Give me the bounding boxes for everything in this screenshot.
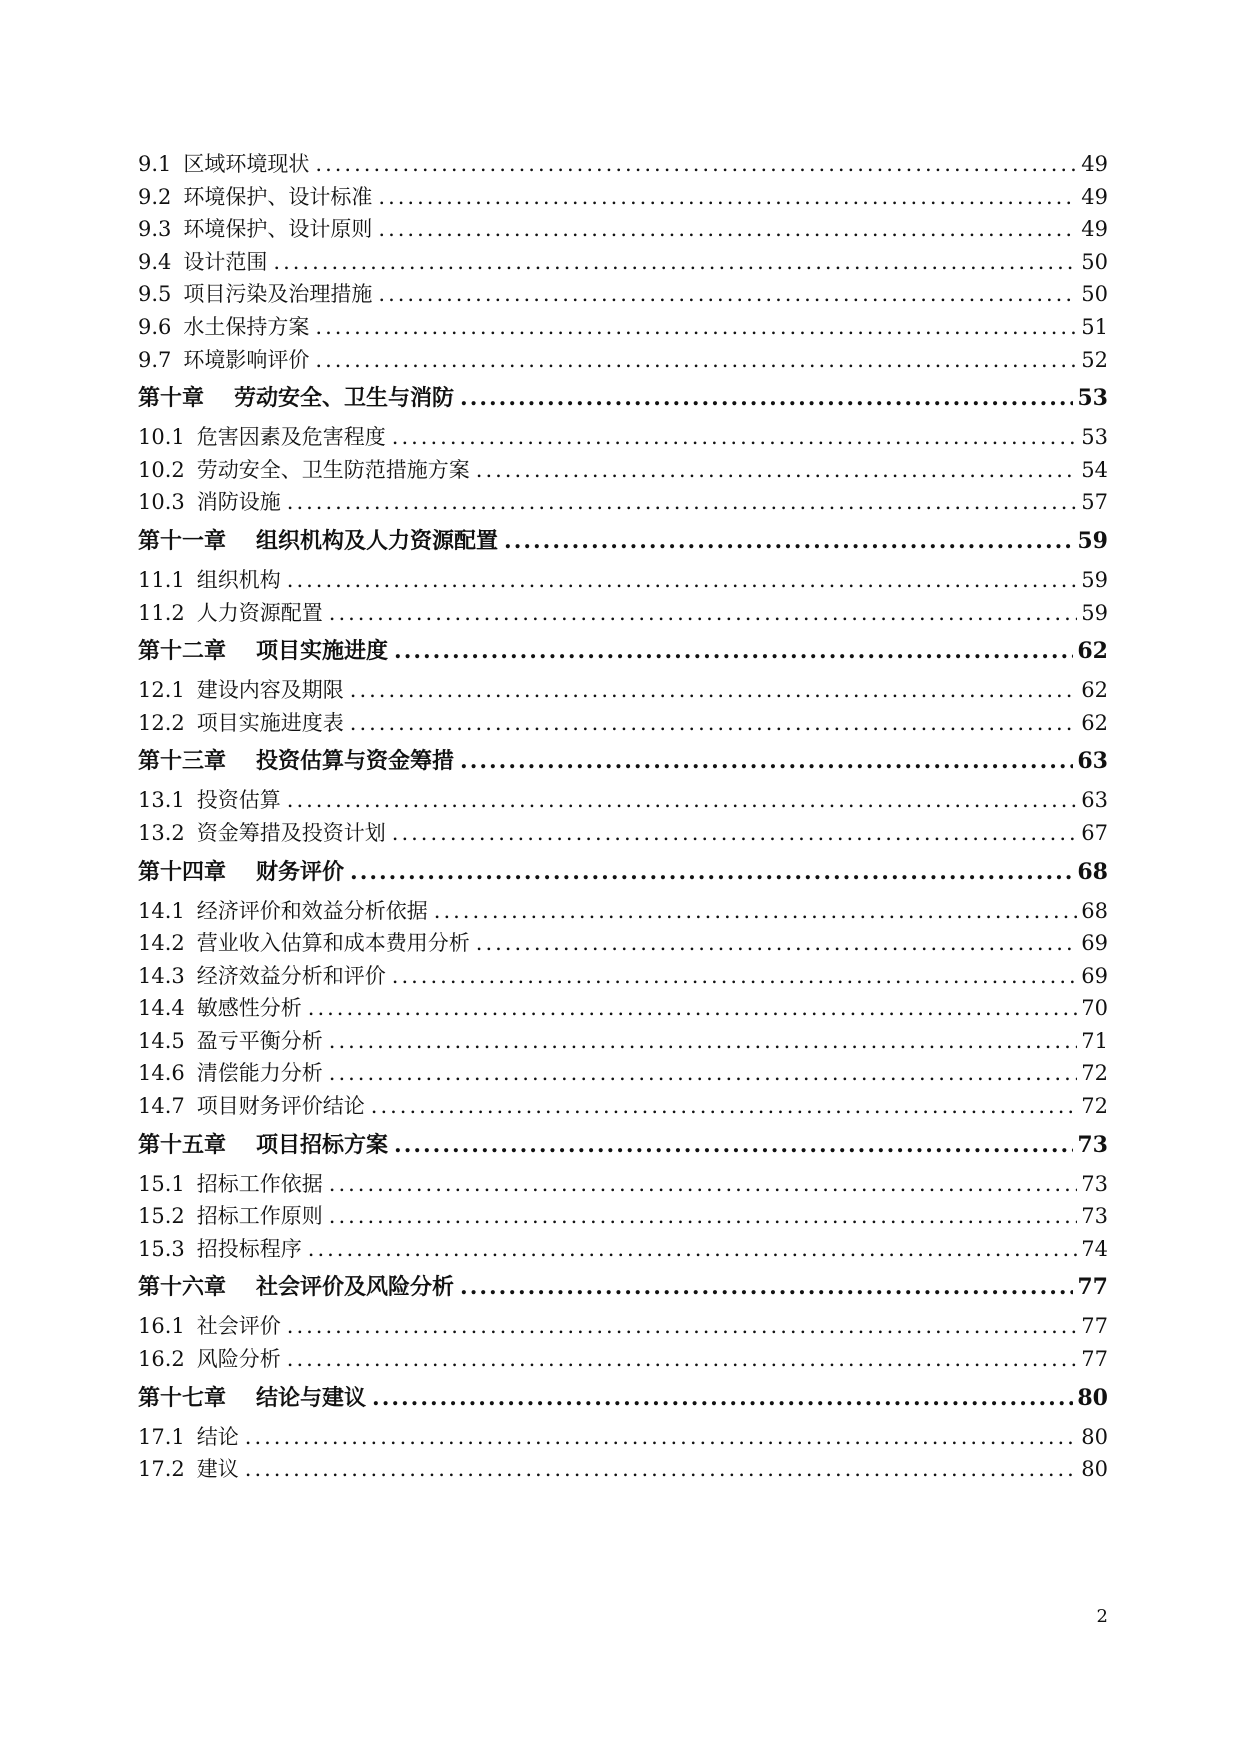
toc-section-entry[interactable] [138, 486, 1108, 519]
toc-leader-dots [315, 148, 1077, 181]
toc-section-entry[interactable] [138, 1057, 1108, 1090]
toc-leader-dots [329, 597, 1078, 630]
toc-entry-page: 67 [1081, 820, 1108, 845]
toc-entry-number: 14.1 [138, 898, 185, 923]
toc-entry-title: 项目招标方案 [256, 1131, 389, 1158]
toc-entry-page: 77 [1081, 1314, 1108, 1339]
toc-entry-title: 项目财务评价结论 [196, 1094, 365, 1119]
toc-section-entry[interactable] [138, 421, 1108, 454]
toc-entry-title: 组织机构 [196, 567, 281, 592]
toc-leader-dots [378, 181, 1077, 214]
toc-entry-page: 57 [1081, 490, 1108, 515]
toc-entry-title: 经济效益分析和评价 [196, 963, 386, 988]
toc-leader-dots [378, 213, 1077, 246]
toc-leader-dots [434, 895, 1078, 928]
toc-entry-number: 15.1 [138, 1171, 185, 1196]
toc-section-entry[interactable] [138, 1343, 1108, 1376]
toc-entry-page: 72 [1081, 1094, 1108, 1119]
toc-entry-page: 69 [1081, 931, 1108, 956]
toc-leader-dots [329, 1168, 1078, 1201]
toc-leader-dots [476, 454, 1078, 487]
toc-leader-dots [308, 992, 1078, 1025]
toc-entry-page: 62 [1077, 638, 1108, 665]
toc-chapter-entry[interactable] [138, 739, 1108, 784]
toc-section-entry[interactable] [138, 960, 1108, 993]
toc-leader-dots [392, 960, 1078, 993]
toc-entry-page: 68 [1081, 898, 1108, 923]
toc-leader-dots [392, 421, 1078, 454]
toc-leader-dots [315, 344, 1077, 377]
toc-entry-title: 投资估算 [196, 788, 281, 813]
toc-section-entry[interactable] [138, 1233, 1108, 1266]
toc-leader-dots [245, 1421, 1078, 1454]
toc-entry-title: 消防设施 [196, 490, 281, 515]
toc-chapter-entry[interactable] [138, 850, 1108, 895]
toc-section-entry[interactable] [138, 454, 1108, 487]
toc-entry-title: 财务评价 [256, 858, 345, 885]
toc-entry-title: 招投标程序 [196, 1236, 302, 1261]
toc-entry-page: 62 [1081, 710, 1108, 735]
toc-leader-dots [287, 1343, 1078, 1376]
toc-leader-dots [460, 739, 1073, 784]
toc-entry-page: 80 [1081, 1424, 1108, 1449]
toc-leader-dots [378, 278, 1077, 311]
toc-entry-page: 73 [1081, 1204, 1108, 1229]
toc-entry-number: 10.2 [138, 457, 185, 482]
toc-section-entry[interactable] [138, 1200, 1108, 1233]
toc-section-entry[interactable] [138, 927, 1108, 960]
toc-leader-dots [308, 1233, 1078, 1266]
toc-section-entry[interactable] [138, 992, 1108, 1025]
toc-leader-dots [350, 707, 1078, 740]
toc-section-entry[interactable] [138, 213, 1108, 246]
toc-entry-page: 69 [1081, 963, 1108, 988]
toc-section-entry[interactable] [138, 674, 1108, 707]
toc-section-entry[interactable] [138, 707, 1108, 740]
toc-entry-title: 劳动安全、卫生与消防 [234, 385, 455, 412]
toc-entry-page: 53 [1077, 385, 1108, 412]
toc-section-entry[interactable] [138, 564, 1108, 597]
toc-entry-page: 77 [1077, 1274, 1108, 1301]
toc-leader-dots [350, 850, 1073, 895]
toc-entry-number: 17.1 [138, 1424, 185, 1449]
toc-entry-number: 9.5 [138, 282, 172, 307]
toc-section-entry[interactable] [138, 181, 1108, 214]
toc-section-entry[interactable] [138, 1025, 1108, 1058]
toc-section-entry[interactable] [138, 1310, 1108, 1343]
toc-entry-page: 49 [1081, 152, 1108, 176]
toc-entry-number: 第十三章 [138, 748, 227, 775]
toc-entry-page: 63 [1081, 788, 1108, 813]
toc-section-entry[interactable] [138, 278, 1108, 311]
toc-entry-page: 59 [1081, 567, 1108, 592]
toc-entry-number: 第十四章 [138, 858, 227, 885]
toc-leader-dots [460, 1265, 1073, 1310]
toc-entry-number: 第十七章 [138, 1384, 227, 1411]
toc-chapter-entry[interactable] [138, 376, 1108, 421]
toc-entry-title: 社会评价 [196, 1314, 281, 1339]
toc-chapter-entry[interactable] [138, 1123, 1108, 1168]
toc-section-entry[interactable] [138, 1421, 1108, 1454]
toc-entry-number: 10.1 [138, 425, 185, 450]
toc-entry-number: 第十章 [138, 385, 205, 412]
toc-entry-page: 73 [1077, 1131, 1108, 1158]
toc-leader-dots [273, 246, 1077, 279]
toc-leader-dots [329, 1200, 1078, 1233]
toc-entry-title: 项目实施进度 [256, 638, 389, 665]
toc-leader-dots [394, 1123, 1073, 1168]
toc-chapter-entry[interactable] [138, 519, 1108, 564]
toc-entry-title: 项目实施进度表 [196, 710, 344, 735]
toc-entry-title: 清偿能力分析 [196, 1061, 323, 1086]
toc-section-entry[interactable] [138, 784, 1108, 817]
toc-entry-number: 9.4 [138, 249, 172, 274]
toc-entry-number: 14.3 [138, 963, 185, 988]
toc-entry-number: 12.1 [138, 678, 185, 703]
toc-entry-page: 52 [1081, 347, 1108, 372]
toc-entry-page: 63 [1077, 748, 1108, 775]
toc-entry-number: 17.2 [138, 1457, 185, 1482]
toc-entry-page: 54 [1081, 457, 1108, 482]
toc-entry-number: 14.4 [138, 996, 185, 1021]
toc-leader-dots [460, 376, 1073, 421]
toc-leader-dots [315, 311, 1077, 344]
toc-entry-page: 50 [1081, 249, 1108, 274]
toc-entry-number: 9.2 [138, 184, 172, 209]
toc-section-entry[interactable] [138, 817, 1108, 850]
toc-section-entry[interactable] [138, 1168, 1108, 1201]
toc-entry-number: 9.3 [138, 217, 172, 242]
toc-leader-dots [287, 784, 1078, 817]
toc-section-entry[interactable] [138, 895, 1108, 928]
toc-entry-number: 11.2 [138, 600, 185, 625]
toc-entry-number: 第十一章 [138, 527, 227, 554]
toc-entry-number: 第十二章 [138, 638, 227, 665]
toc-section-entry[interactable] [138, 1090, 1108, 1123]
toc-leader-dots [394, 629, 1073, 674]
toc-entry-number: 15.3 [138, 1236, 185, 1261]
toc-entry-title: 盈亏平衡分析 [196, 1028, 323, 1053]
toc-entry-title: 区域环境现状 [183, 152, 310, 176]
toc-entry-page: 49 [1081, 217, 1108, 242]
toc-leader-dots [504, 519, 1073, 564]
toc-chapter-entry[interactable] [138, 629, 1108, 674]
toc-entry-title: 结论 [196, 1424, 239, 1449]
toc-entry-number: 14.2 [138, 931, 185, 956]
toc-entry-page: 80 [1081, 1457, 1108, 1482]
toc-entry-title: 建设内容及期限 [196, 678, 344, 703]
toc-entry-number: 10.3 [138, 490, 185, 515]
toc-leader-dots [371, 1090, 1078, 1123]
toc-entry-title: 水土保持方案 [183, 314, 310, 339]
toc-entry-title: 环境保护、设计原则 [183, 217, 373, 242]
toc-section-entry[interactable] [138, 597, 1108, 630]
toc-entry-page: 51 [1081, 314, 1108, 339]
toc-section-entry[interactable] [138, 1453, 1108, 1486]
toc-entry-title: 经济评价和效益分析依据 [196, 898, 428, 923]
toc-entry-number: 9.6 [138, 314, 172, 339]
toc-leader-dots [350, 674, 1078, 707]
toc-leader-dots [245, 1453, 1078, 1486]
toc-entry-title: 项目污染及治理措施 [183, 282, 373, 307]
toc-entry-title: 招标工作依据 [196, 1171, 323, 1196]
toc-entry-number: 第十六章 [138, 1274, 227, 1301]
toc-leader-dots [392, 817, 1078, 850]
toc-entry-page: 73 [1081, 1171, 1108, 1196]
toc-entry-number: 13.1 [138, 788, 185, 813]
toc-entry-title: 投资估算与资金筹措 [256, 748, 455, 775]
toc-entry-number: 第十五章 [138, 1131, 227, 1158]
toc-section-entry[interactable] [138, 246, 1108, 279]
toc-entry-title: 招标工作原则 [196, 1204, 323, 1229]
toc-entry-number: 14.7 [138, 1094, 185, 1119]
toc-leader-dots [329, 1057, 1078, 1090]
toc-entry-page: 50 [1081, 282, 1108, 307]
toc-entry-page: 53 [1081, 425, 1108, 450]
toc-entry-number: 11.1 [138, 567, 185, 592]
page-number: 2 [1096, 1606, 1108, 1627]
toc-entry-title: 组织机构及人力资源配置 [256, 527, 499, 554]
toc-entry-page: 59 [1077, 527, 1108, 554]
toc-entry-title: 建议 [196, 1457, 239, 1482]
toc-entry-number: 9.1 [138, 152, 172, 176]
toc-entry-number: 12.2 [138, 710, 185, 735]
toc-entry-title: 设计范围 [183, 249, 268, 274]
toc-entry-title: 社会评价及风险分析 [256, 1274, 455, 1301]
toc-entry-page: 62 [1081, 678, 1108, 703]
toc-entry-page: 70 [1081, 996, 1108, 1021]
toc-leader-dots [287, 486, 1078, 519]
toc-entry-page: 74 [1081, 1236, 1108, 1261]
toc-entry-number: 9.7 [138, 347, 172, 372]
toc-leader-dots [329, 1025, 1078, 1058]
toc-entry-title: 营业收入估算和成本费用分析 [196, 931, 470, 956]
toc-entry-number: 16.2 [138, 1347, 185, 1372]
toc-chapter-entry[interactable] [138, 1376, 1108, 1421]
toc-entry-page: 49 [1081, 184, 1108, 209]
toc-section-entry[interactable] [138, 344, 1108, 377]
toc-entry-title: 环境保护、设计标准 [183, 184, 373, 209]
toc-entry-number: 15.2 [138, 1204, 185, 1229]
toc-leader-dots [372, 1376, 1073, 1421]
toc-entry-page: 77 [1081, 1347, 1108, 1372]
toc-entry-page: 72 [1081, 1061, 1108, 1086]
toc-entry-page: 80 [1077, 1384, 1108, 1411]
toc-entry-number: 14.5 [138, 1028, 185, 1053]
toc-leader-dots [287, 1310, 1078, 1343]
toc-entry-title: 风险分析 [196, 1347, 281, 1372]
toc-entry-page: 68 [1077, 858, 1108, 885]
toc-leader-dots [476, 927, 1078, 960]
toc-entry-title: 危害因素及危害程度 [196, 425, 386, 450]
toc-entry-title: 人力资源配置 [196, 600, 323, 625]
toc-entry-number: 14.6 [138, 1061, 185, 1086]
toc-section-entry[interactable] [138, 148, 1108, 181]
toc-entry-number: 16.1 [138, 1314, 185, 1339]
toc-section-entry[interactable] [138, 311, 1108, 344]
table-of-contents [138, 148, 1108, 1486]
toc-entry-page: 59 [1081, 600, 1108, 625]
toc-entry-title: 劳动安全、卫生防范措施方案 [196, 457, 470, 482]
toc-entry-title: 资金筹措及投资计划 [196, 820, 386, 845]
toc-entry-title: 结论与建议 [256, 1384, 367, 1411]
toc-entry-title: 敏感性分析 [196, 996, 302, 1021]
toc-entry-page: 71 [1081, 1028, 1108, 1053]
toc-entry-title: 环境影响评价 [183, 347, 310, 372]
toc-leader-dots [287, 564, 1078, 597]
toc-chapter-entry[interactable] [138, 1265, 1108, 1310]
toc-entry-number: 13.2 [138, 820, 185, 845]
